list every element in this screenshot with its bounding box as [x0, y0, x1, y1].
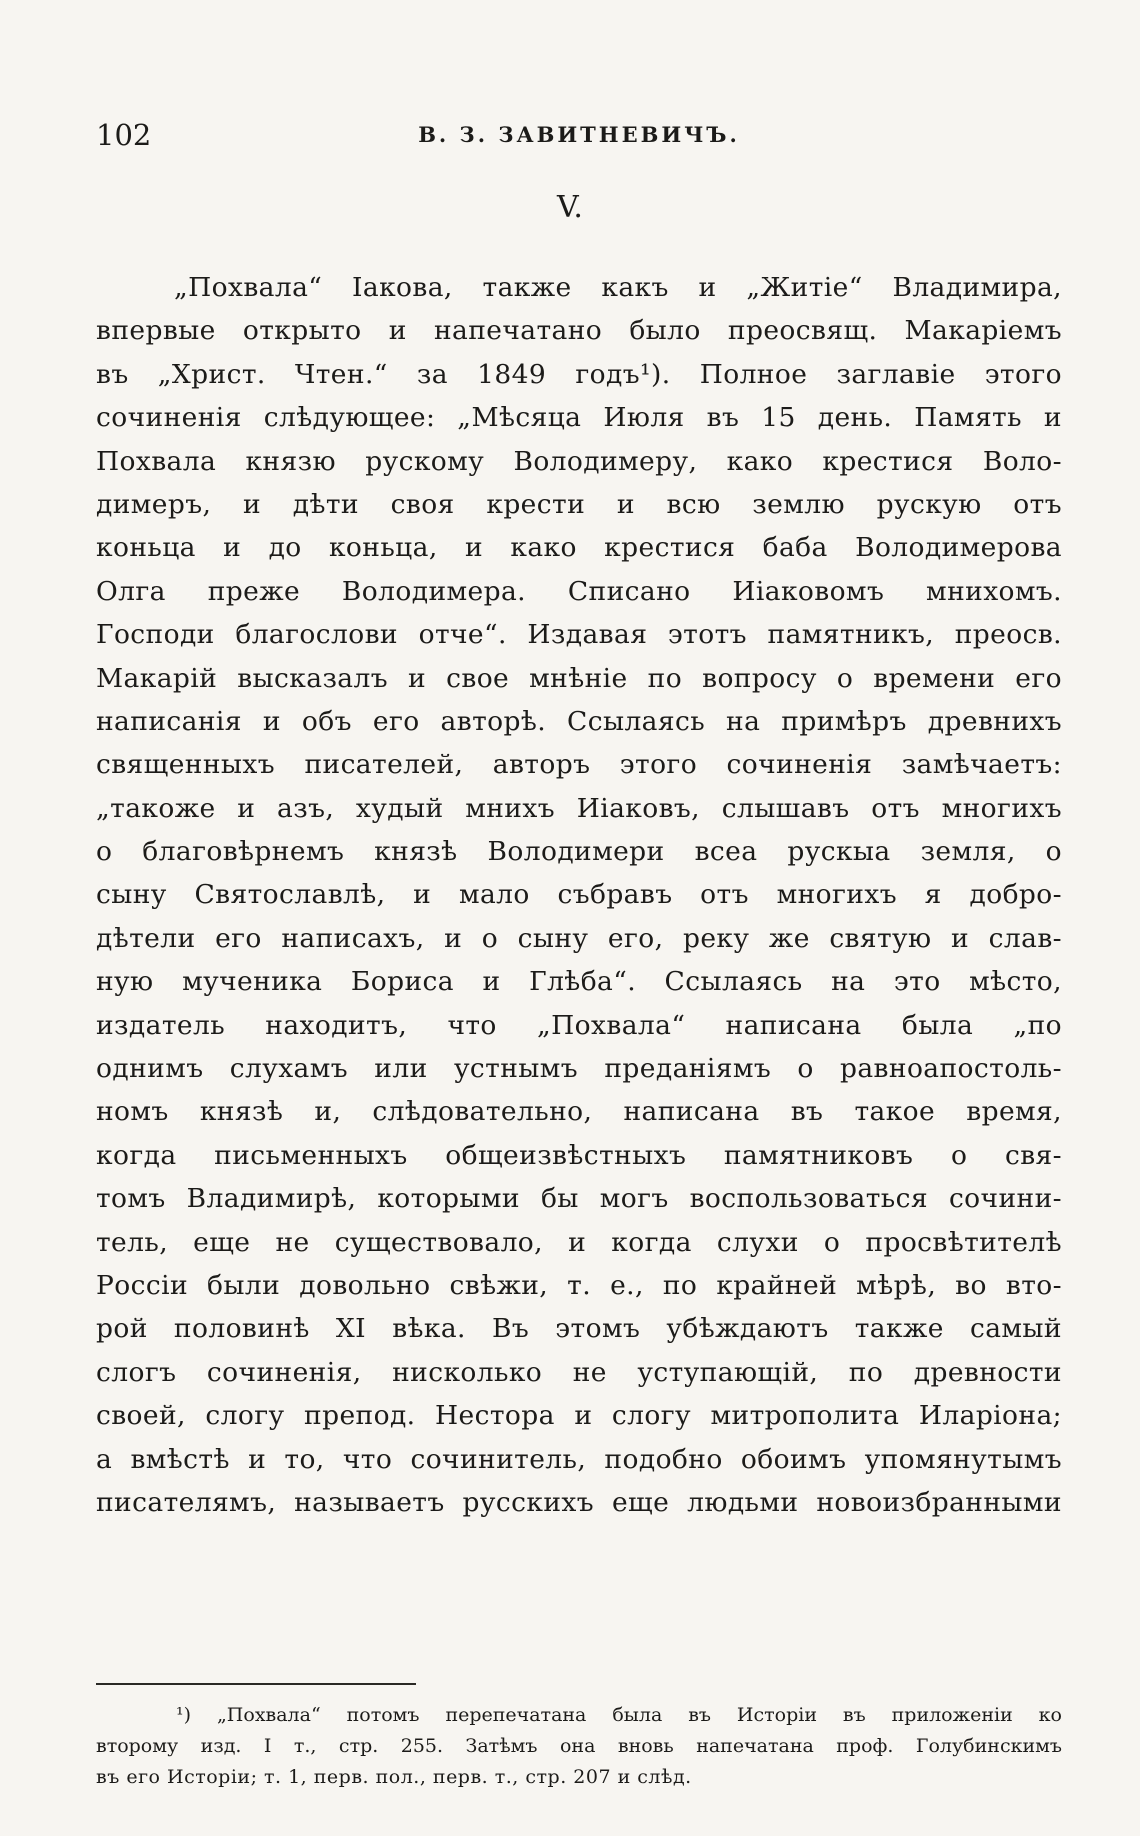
footnote-marker: ¹)	[176, 1704, 192, 1726]
text-line: дѣтели его написахъ, и о сыну его, реку же святую и слав-	[96, 922, 1062, 954]
text-line: своей, слогу препод. Нестора и слогу митрополита Иларіона;	[96, 1400, 1062, 1432]
body-text	[96, 266, 1062, 1524]
text-line: Похвала князю рускому Володимеру, како крестися Воло-	[96, 445, 1062, 477]
text-line: Россіи были довольно свѣжи, т. е., по крайней мѣрѣ, во вто-	[96, 1269, 1062, 1301]
text-line: когда письменныхъ общеизвѣстныхъ памятниковъ о свя-	[96, 1139, 1062, 1171]
text-line: „Похвала“ Іакова, также какъ и „Житіе“ Владимира,	[174, 272, 1062, 303]
text-line: слогъ сочиненія, нисколько не уступающій, по древности	[96, 1356, 1062, 1388]
text-line: издатель находитъ, что „Похвала“ написана была „по	[96, 1009, 1062, 1041]
footnote-line	[96, 1762, 1062, 1793]
text-line: написанія и объ его авторѣ. Ссылаясь на примѣръ древнихъ	[96, 705, 1062, 737]
text-line: а вмѣстѣ и то, что сочинитель, подобно обоимъ упомянутымъ	[96, 1443, 1062, 1475]
text-line: однимъ слухамъ или устнымъ преданіямъ о равноапостоль-	[96, 1053, 1062, 1085]
text-line: димеръ, и дѣти своя крести и всю землю рускую отъ	[96, 488, 1062, 520]
page-number: 102	[96, 118, 152, 152]
text-line: Господи благослови отче“. Издавая этотъ памятникъ, преосв.	[96, 619, 1062, 651]
running-head: В. З. ЗАВИТНЕВИЧЪ.	[418, 122, 740, 147]
text-line: въ „Христ. Чтен.“ за 1849 годъ¹). Полное заглавіе этого	[96, 358, 1062, 390]
text-line: писателямъ, называетъ русскихъ еще людьми новоизбранными	[96, 1486, 1062, 1518]
text-line: о благовѣрнемъ князѣ Володимери всеа рускыа земля, о	[96, 836, 1062, 868]
footnote-text: „Похвала“ потомъ перепечатана была въ Исторіи въ приложеніи ко	[216, 1704, 1062, 1726]
text-line: сочиненія слѣдующее: „Мѣсяца Июля въ 15 день. Память и	[96, 402, 1062, 434]
text-line: коньца и до коньца, и како крестися баба Володимерова	[96, 532, 1062, 564]
footnote-text: въ его Исторіи; т. 1, перв. пол., перв. т., стр. 207 и слѣд.	[96, 1766, 692, 1788]
text-line: рой половинѣ XI вѣка. Въ этомъ убѣждаютъ также самый	[96, 1313, 1062, 1345]
section-number: V.	[557, 190, 583, 225]
text-line: тель, еще не существовало, и когда слухи о просвѣтителѣ	[96, 1226, 1062, 1258]
footnote-line: второму изд. I т., стр. 255. Затѣмъ она вновь напечатана проф. Голубинскимъ	[96, 1735, 1062, 1757]
text-line: сыну Святославлѣ, и мало събравъ отъ многихъ я добро-	[96, 879, 1062, 911]
footnote-line	[96, 1700, 1062, 1731]
text-line: томъ Владимирѣ, которыми бы могъ воспользоваться сочини-	[96, 1183, 1062, 1215]
text-line: ную мученика Бориса и Глѣба“. Ссылаясь на это мѣсто,	[96, 966, 1062, 998]
text-line: впервые открыто и напечатано было преосвящ. Макаріемъ	[96, 315, 1062, 347]
footnote-rule	[96, 1683, 416, 1685]
text-line: Макарій высказалъ и свое мнѣніе по вопросу о времени его	[96, 662, 1062, 694]
text-line: номъ князѣ и, слѣдовательно, написана въ такое время,	[96, 1096, 1062, 1128]
text-line: Олга преже Володимера. Списано Иіаковомъ мнихомъ.	[96, 575, 1062, 607]
text-line: священныхъ писателей, авторъ этого сочиненія замѣчаетъ:	[96, 749, 1062, 781]
page-header	[96, 118, 1062, 162]
text-line: „такоже и азъ, худый мнихъ Иіаковъ, слышавъ отъ многихъ	[96, 792, 1062, 824]
footnote	[96, 1700, 1062, 1793]
